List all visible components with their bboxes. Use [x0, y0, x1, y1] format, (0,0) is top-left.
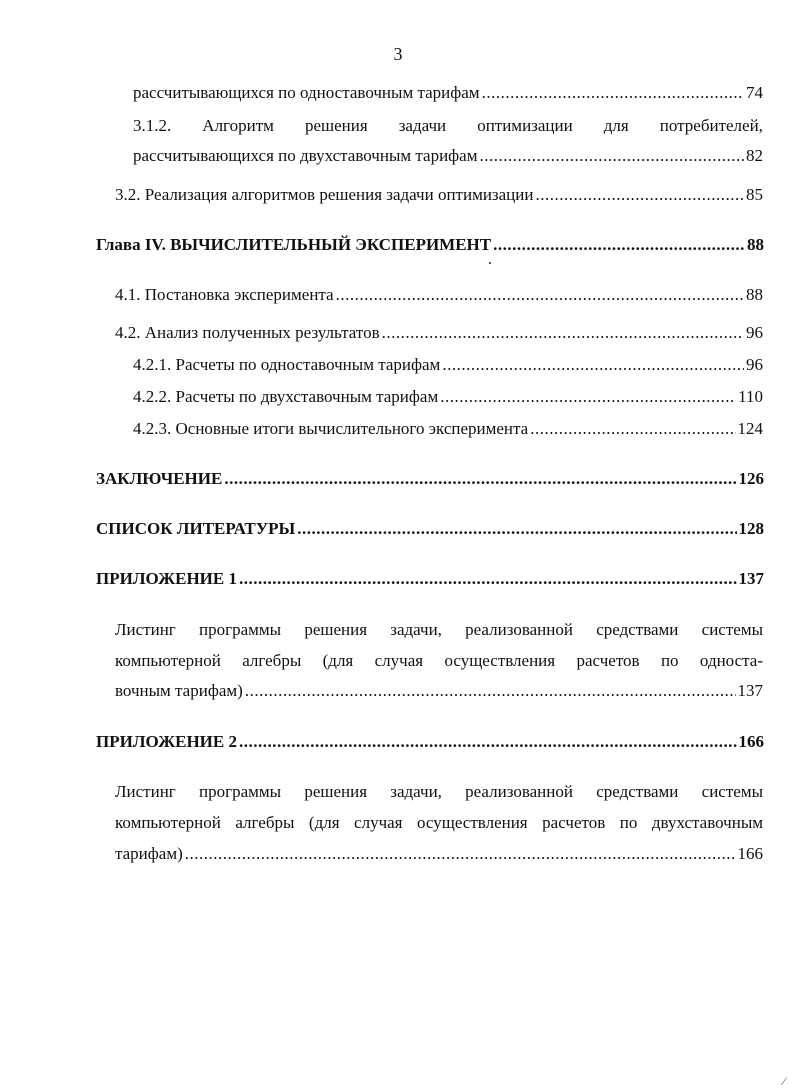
toc-chapter-title: Глава IV. ВЫЧИСЛИТЕЛЬНЫЙ ЭКСПЕРИМЕНТ	[96, 235, 492, 254]
toc-word: оптимизации	[477, 116, 573, 135]
toc-entry	[133, 82, 763, 104]
toc-leader-dots	[442, 354, 744, 376]
toc-leader-dots	[224, 468, 736, 490]
toc-entry	[133, 418, 763, 440]
toc-entry-title: рассчитывающихся по одноставочным тарифам	[133, 83, 480, 102]
toc-chapter-title: ЗАКЛЮЧЕНИЕ	[96, 469, 223, 488]
toc-word: потребителей,	[659, 116, 763, 135]
toc-entry-title: 4.2.3. Основные итоги вычислительного эксперимента	[133, 419, 529, 438]
toc-description-line: компьютерной алгебры (для случая осуществления расчетов по двухставочным	[115, 813, 763, 832]
toc-leader-dots	[239, 731, 737, 753]
toc-entry-title: 4.1. Постановка эксперимента	[115, 285, 334, 304]
toc-leader-dots	[245, 680, 736, 702]
toc-leader-dots	[479, 145, 744, 167]
corner-mark: ⁄	[783, 1074, 786, 1088]
toc-entry	[133, 145, 763, 167]
toc-entry	[133, 386, 763, 408]
page-number: 3	[393, 44, 403, 64]
toc-entry-page: 96	[746, 323, 763, 342]
toc-chapter	[96, 234, 764, 256]
toc-entry-page: 110	[738, 387, 763, 406]
toc-leader-dots	[336, 284, 744, 306]
toc-leader-dots	[535, 184, 744, 206]
toc-chapter	[96, 518, 764, 540]
toc-word: Алгоритм	[202, 116, 274, 135]
toc-entry-title: 4.2.2. Расчеты по двухставочным тарифам	[133, 387, 439, 406]
toc-chapter	[96, 568, 764, 590]
toc-chapter	[96, 731, 764, 753]
toc-entry	[115, 284, 763, 306]
toc-entry	[115, 843, 763, 865]
toc-leader-dots	[382, 322, 744, 344]
toc-chapter-title: ПРИЛОЖЕНИЕ 2	[96, 732, 237, 751]
toc-entry	[115, 184, 763, 206]
toc-leader-dots	[482, 82, 744, 104]
toc-entry-title: 4.2.1. Расчеты по одноставочным тарифам	[133, 355, 441, 374]
toc-entry-title: тарифам)	[115, 844, 183, 863]
toc-leader-dots	[185, 843, 736, 865]
toc-entry-title: 4.2. Анализ полученных результатов	[115, 323, 380, 342]
toc-leader-dots	[440, 386, 736, 408]
toc-word: 3.1.2.	[133, 116, 172, 135]
toc-entry-title: вочным тарифам)	[115, 681, 243, 700]
toc-description-line: Листинг программы решения задачи, реализованной средствами системы	[115, 782, 763, 801]
toc-entry-page: 74	[746, 83, 763, 102]
toc-leader-dots	[530, 418, 735, 440]
toc-chapter-title: СПИСОК ЛИТЕРАТУРЫ	[96, 519, 296, 538]
toc-entry-page: 96	[746, 355, 763, 374]
scan-speck	[489, 262, 491, 264]
toc-leader-dots	[239, 568, 737, 590]
toc-leader-dots	[297, 518, 736, 540]
toc-entry	[115, 322, 763, 344]
toc-entry	[133, 354, 763, 376]
toc-word: решения	[304, 116, 368, 135]
toc-chapter-page: 166	[738, 732, 764, 751]
toc-entry-title: 3.2. Реализация алгоритмов решения задачи оптимизации	[115, 185, 534, 204]
toc-chapter	[96, 468, 764, 490]
toc-entry-page: 85	[746, 185, 763, 204]
toc-entry-justified-line	[133, 115, 763, 137]
toc-chapter-page: 126	[738, 469, 764, 488]
toc-entry-page: 137	[737, 681, 763, 700]
toc-word: задачи	[398, 116, 447, 135]
toc-entry-page: 124	[737, 419, 763, 438]
toc-description-line: Листинг программы решения задачи, реализованной средствами системы	[115, 620, 763, 639]
toc-word: для	[603, 116, 629, 135]
toc-chapter-title: ПРИЛОЖЕНИЕ 1	[96, 569, 237, 588]
toc-entry-page: 166	[737, 844, 763, 863]
toc-entry-page: 88	[746, 285, 763, 304]
toc-chapter-page: 128	[738, 519, 764, 538]
toc-entry-title: рассчитывающихся по двухставочным тарифам	[133, 146, 478, 165]
toc-chapter-page: 137	[738, 569, 764, 588]
toc-entry	[115, 680, 763, 702]
toc-leader-dots	[493, 234, 745, 256]
toc-chapter-page: 88	[747, 235, 764, 254]
toc-entry-page: 82	[746, 146, 763, 165]
toc-description-line: компьютерной алгебры (для случая осуществления расчетов по односта-	[115, 651, 763, 670]
